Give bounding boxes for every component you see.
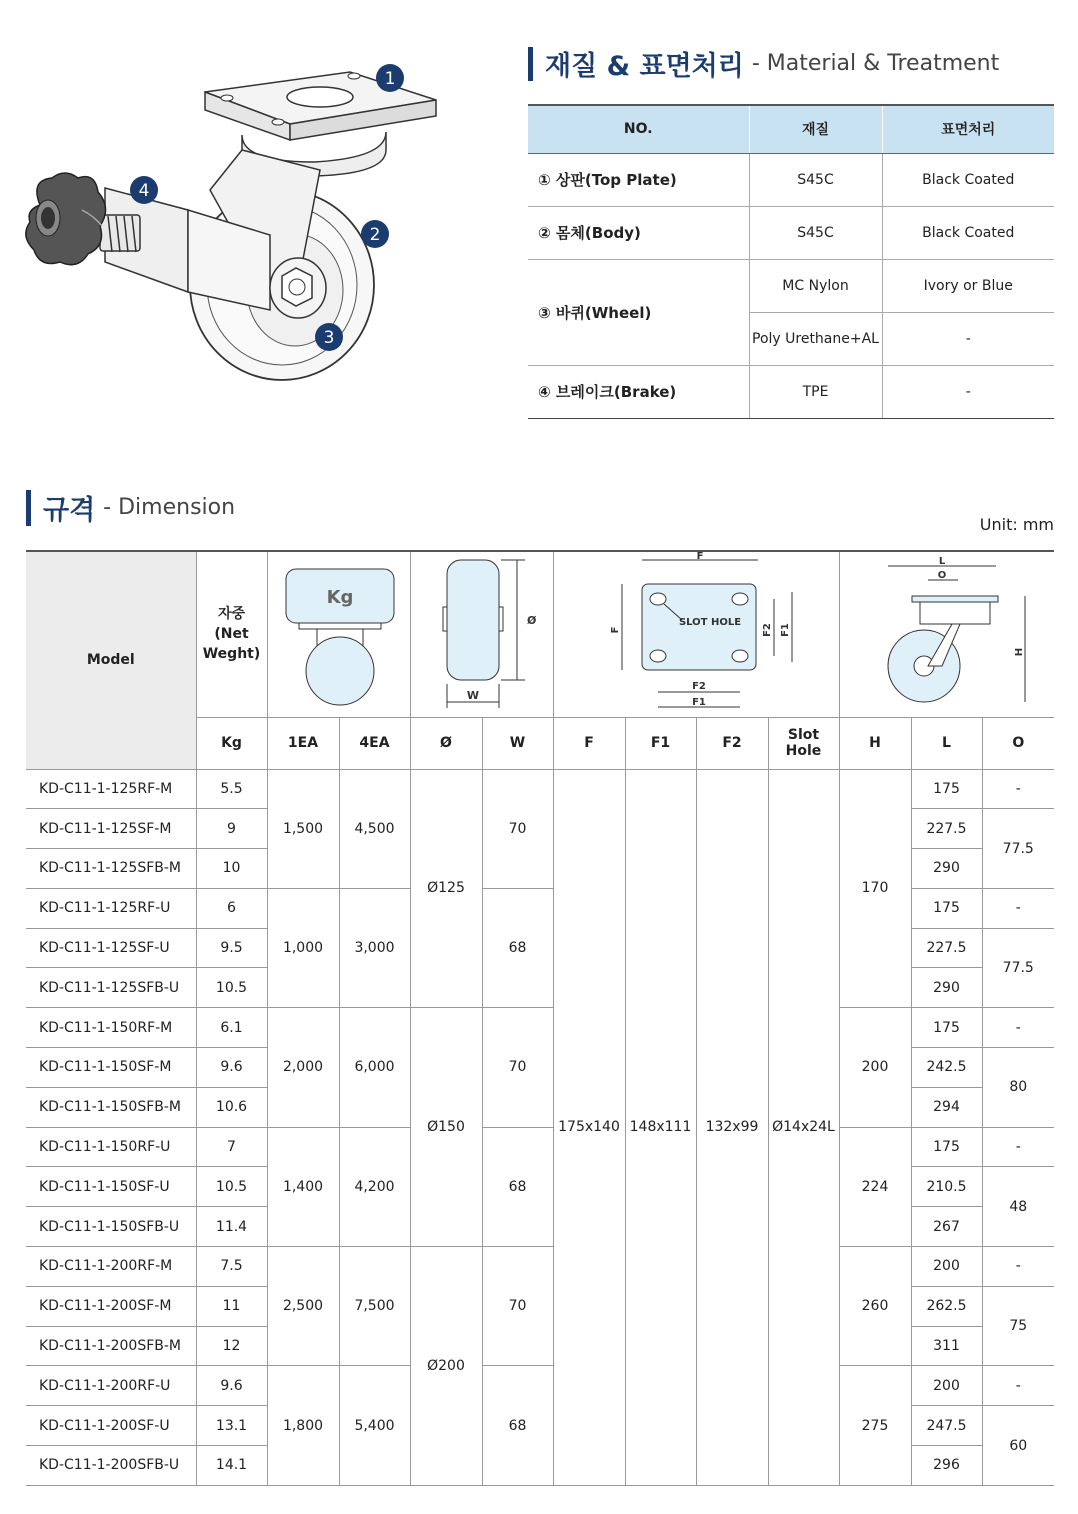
o-cell: - — [982, 1127, 1054, 1167]
h-cell: 224 — [839, 1127, 911, 1246]
material-title-en: - Material & Treatment — [751, 51, 1000, 76]
load-capacity-diagram — [269, 557, 409, 707]
part-treatment: Ivory or Blue — [882, 259, 1054, 312]
l-cell: 242.5 — [911, 1048, 982, 1088]
table-row — [26, 1008, 1054, 1048]
model-cell: KD-C11-1-150SFB-M — [26, 1087, 196, 1127]
h-cell: 170 — [839, 769, 911, 1008]
material-row — [528, 365, 1054, 418]
model-cell: KD-C11-1-125RF-M — [26, 769, 196, 809]
o-cell: 80 — [982, 1048, 1054, 1128]
load-4ea-cell: 7,500 — [339, 1247, 410, 1366]
col-1ea: 1EA — [267, 717, 339, 769]
l-cell: 175 — [911, 1127, 982, 1167]
height-diagram — [839, 551, 1054, 717]
model-cell: KD-C11-1-200SFB-U — [26, 1446, 196, 1486]
width-cell: 70 — [482, 1008, 553, 1127]
f-cell: 175x140 — [553, 769, 625, 1485]
w-label: W — [466, 689, 479, 703]
f2-side-label: F2 — [762, 623, 773, 638]
o-cell: - — [982, 888, 1054, 928]
title-accent-bar — [26, 490, 31, 526]
plate-diagram — [553, 551, 839, 717]
kg-cell: 14.1 — [196, 1446, 267, 1486]
load-1ea-cell: 1,000 — [267, 888, 339, 1007]
kg-cell: 9.6 — [196, 1366, 267, 1406]
kg-label: Kg — [326, 587, 353, 609]
material-table-header — [528, 105, 1054, 153]
load-1ea-cell: 2,500 — [267, 1247, 339, 1366]
kg-cell: 7 — [196, 1127, 267, 1167]
l-cell: 311 — [911, 1326, 982, 1366]
material-title-ko: 재질 & 표면처리 — [545, 51, 744, 82]
material-section-title — [528, 44, 999, 83]
l-cell: 290 — [911, 849, 982, 889]
model-cell: KD-C11-1-200SFB-M — [26, 1326, 196, 1366]
col-slot-hole: Slot Hole — [768, 717, 839, 769]
col-4ea: 4EA — [339, 717, 410, 769]
l-cell: 262.5 — [911, 1286, 982, 1326]
h-cell: 200 — [839, 1008, 911, 1127]
l-cell: 247.5 — [911, 1406, 982, 1446]
model-cell: KD-C11-1-150SF-M — [26, 1048, 196, 1088]
kg-cell: 11.4 — [196, 1207, 267, 1247]
table-row — [26, 769, 1054, 809]
kg-cell: 13.1 — [196, 1406, 267, 1446]
diagram-header-row — [26, 551, 1054, 717]
load-1ea-cell: 1,400 — [267, 1127, 339, 1246]
unit-label: Unit: mm — [979, 515, 1054, 534]
o-cell: - — [982, 1008, 1054, 1048]
o-cell: 60 — [982, 1406, 1054, 1486]
model-cell: KD-C11-1-150RF-U — [26, 1127, 196, 1167]
f-top-label: F — [696, 552, 704, 563]
model-cell: KD-C11-1-125SFB-U — [26, 968, 196, 1008]
o-cell: 75 — [982, 1286, 1054, 1366]
o-cell: - — [982, 1247, 1054, 1287]
callout-1 — [376, 64, 404, 92]
model-cell: KD-C11-1-125RF-U — [26, 888, 196, 928]
l-cell: 200 — [911, 1366, 982, 1406]
kg-cell: 6 — [196, 888, 267, 928]
col-o: O — [982, 717, 1054, 769]
model-cell: KD-C11-1-125SFB-M — [26, 849, 196, 889]
f1-bottom-label: F1 — [692, 697, 706, 709]
model-cell: KD-C11-1-150RF-M — [26, 1008, 196, 1048]
wheel-diagram — [410, 551, 553, 717]
kg-cell: 10.6 — [196, 1087, 267, 1127]
kg-cell: 10.5 — [196, 1167, 267, 1207]
material-row — [528, 153, 1054, 206]
load-1ea-cell: 1,500 — [267, 769, 339, 888]
f-side-label: F — [610, 626, 621, 634]
h-cell: 260 — [839, 1247, 911, 1366]
col-f1: F1 — [625, 717, 696, 769]
o-cell: 77.5 — [982, 809, 1054, 889]
width-cell: 70 — [482, 1247, 553, 1366]
l-cell: 294 — [911, 1087, 982, 1127]
model-cell: KD-C11-1-200SF-M — [26, 1286, 196, 1326]
part-material: TPE — [749, 365, 882, 418]
kg-cell: 10.5 — [196, 968, 267, 1008]
model-cell: KD-C11-1-150SF-U — [26, 1167, 196, 1207]
o-cell: 48 — [982, 1167, 1054, 1247]
o-cell: - — [982, 1366, 1054, 1406]
material-row — [528, 206, 1054, 259]
part-name: ④ 브레이크(Brake) — [528, 365, 749, 418]
part-material: Poly Urethane+AL — [749, 312, 882, 365]
width-cell: 68 — [482, 1127, 553, 1246]
load-4ea-cell: 5,400 — [339, 1366, 410, 1485]
l-cell: 290 — [911, 968, 982, 1008]
kg-cell: 6.1 — [196, 1008, 267, 1048]
width-cell: 70 — [482, 769, 553, 888]
callout-2-label: 2 — [369, 225, 381, 245]
callout-2 — [361, 220, 389, 248]
load-4ea-cell: 4,500 — [339, 769, 410, 888]
material-table — [528, 104, 1054, 419]
dimension-table — [26, 550, 1054, 1486]
top-plate-diagram — [556, 552, 836, 712]
load-4ea-cell: 4,200 — [339, 1127, 410, 1246]
weight-header — [196, 551, 267, 717]
load-diagram — [267, 551, 410, 717]
table-row — [26, 1366, 1054, 1406]
diameter-cell: Ø200 — [410, 1247, 482, 1486]
l-cell: 175 — [911, 769, 982, 809]
f1-side-label: F1 — [780, 623, 791, 638]
load-4ea-cell: 3,000 — [339, 888, 410, 1007]
col-f: F — [553, 717, 625, 769]
kg-cell: 10 — [196, 849, 267, 889]
model-cell: KD-C11-1-200RF-U — [26, 1366, 196, 1406]
caster-illustration — [20, 40, 480, 390]
height-offset-diagram — [842, 552, 1052, 712]
col-f2: F2 — [696, 717, 768, 769]
part-treatment: Black Coated — [882, 153, 1054, 206]
title-accent-bar — [528, 47, 533, 81]
l-cell: 200 — [911, 1247, 982, 1287]
part-material: S45C — [749, 153, 882, 206]
model-cell: KD-C11-1-150SFB-U — [26, 1207, 196, 1247]
material-row — [528, 259, 1054, 312]
col-w: W — [482, 717, 553, 769]
header-treatment: 표면처리 — [882, 105, 1054, 153]
load-1ea-cell: 1,800 — [267, 1366, 339, 1485]
l-cell: 267 — [911, 1207, 982, 1247]
f2-bottom-label: F2 — [692, 681, 706, 693]
header-material: 재질 — [749, 105, 882, 153]
part-treatment: - — [882, 365, 1054, 418]
callout-4 — [130, 176, 158, 204]
o-cell: 77.5 — [982, 928, 1054, 1008]
l-cell: 210.5 — [911, 1167, 982, 1207]
l-cell: 296 — [911, 1446, 982, 1486]
slot-hole-label: SLOT HOLE — [678, 617, 742, 629]
l-cell: 175 — [911, 888, 982, 928]
slot-hole-cell: Ø14x24L — [768, 769, 839, 1485]
dimension-title-en: - Dimension — [103, 495, 236, 520]
o-cell: - — [982, 769, 1054, 809]
width-cell: 68 — [482, 888, 553, 1007]
part-material: S45C — [749, 206, 882, 259]
table-row — [26, 1127, 1054, 1167]
h-cell: 275 — [839, 1366, 911, 1485]
model-cell: KD-C11-1-125SF-U — [26, 928, 196, 968]
f1-cell: 148x111 — [625, 769, 696, 1485]
dimension-section-title — [26, 488, 235, 527]
kg-cell: 9 — [196, 809, 267, 849]
kg-cell: 7.5 — [196, 1247, 267, 1287]
l-cell: 175 — [911, 1008, 982, 1048]
l-cell: 227.5 — [911, 928, 982, 968]
l-cell: 227.5 — [911, 809, 982, 849]
col-kg: Kg — [196, 717, 267, 769]
part-material: MC Nylon — [749, 259, 882, 312]
model-cell: KD-C11-1-200SF-U — [26, 1406, 196, 1446]
load-1ea-cell: 2,000 — [267, 1008, 339, 1127]
phi-label: Ø — [526, 614, 536, 628]
kg-cell: 9.6 — [196, 1048, 267, 1088]
model-cell: KD-C11-1-200RF-M — [26, 1247, 196, 1287]
o-label: O — [937, 570, 947, 582]
wheel-dimension-diagram — [417, 552, 547, 712]
model-cell: KD-C11-1-125SF-M — [26, 809, 196, 849]
header-no: NO. — [528, 105, 749, 153]
width-cell: 68 — [482, 1366, 553, 1485]
load-4ea-cell: 6,000 — [339, 1008, 410, 1127]
callout-3 — [315, 323, 343, 351]
callout-3-label: 3 — [323, 328, 335, 348]
weight-header-text: 자중 (Net Weght) — [202, 606, 261, 663]
part-treatment: Black Coated — [882, 206, 1054, 259]
part-name: ② 몸체(Body) — [528, 206, 749, 259]
l-label: L — [938, 556, 945, 568]
model-header: Model — [26, 551, 196, 769]
kg-cell: 9.5 — [196, 928, 267, 968]
diameter-cell: Ø125 — [410, 769, 482, 1008]
col-h: H — [839, 717, 911, 769]
callout-1-label: 1 — [384, 69, 396, 89]
col-diameter: Ø — [410, 717, 482, 769]
col-l: L — [911, 717, 982, 769]
callout-4-label: 4 — [138, 181, 150, 201]
dimension-title-ko: 규격 — [43, 495, 96, 526]
kg-cell: 5.5 — [196, 769, 267, 809]
kg-cell: 12 — [196, 1326, 267, 1366]
table-row — [26, 1247, 1054, 1287]
part-name: ③ 바퀴(Wheel) — [528, 259, 749, 365]
f2-cell: 132x99 — [696, 769, 768, 1485]
part-treatment: - — [882, 312, 1054, 365]
h-label: H — [1013, 648, 1025, 657]
part-name: ① 상판(Top Plate) — [528, 153, 749, 206]
diameter-cell: Ø150 — [410, 1008, 482, 1247]
kg-cell: 11 — [196, 1286, 267, 1326]
